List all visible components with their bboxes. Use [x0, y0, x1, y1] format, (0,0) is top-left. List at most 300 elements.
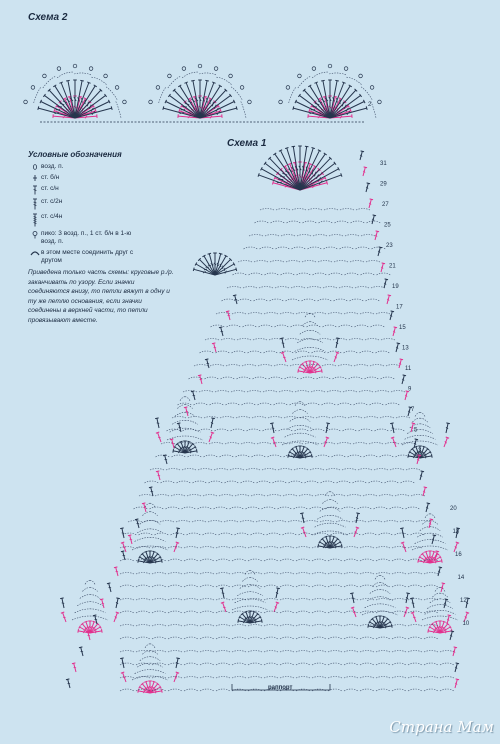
chain-loop — [194, 365, 208, 367]
chain-loop — [365, 377, 379, 379]
picot-symbol — [168, 74, 172, 78]
chain-loop — [150, 670, 165, 674]
chain-loop — [329, 73, 346, 75]
chain-loop — [349, 339, 363, 341]
chain-loop — [235, 533, 249, 535]
chain-loop — [215, 391, 229, 393]
chain-loop — [359, 429, 373, 431]
row-number-label: 21 — [389, 263, 396, 270]
chain-loop — [361, 273, 375, 275]
chain-row — [120, 547, 422, 549]
chain-loop — [232, 677, 246, 679]
chain-loop — [280, 651, 294, 653]
chain-loop — [265, 273, 279, 275]
chain-loop — [251, 533, 265, 535]
chain-loop — [232, 663, 246, 665]
stitch-symbol — [376, 247, 382, 257]
chain-loop — [344, 559, 358, 561]
chain-loop — [377, 273, 391, 275]
chain-loop — [344, 677, 358, 679]
chain-row — [200, 351, 390, 353]
chain-loop — [380, 417, 394, 419]
chain-loop — [287, 425, 300, 429]
chain-loop — [289, 443, 303, 445]
chain-loop — [185, 436, 203, 440]
chain-loop — [392, 663, 406, 665]
chain-loop — [408, 663, 422, 665]
chain-loop — [132, 546, 150, 550]
chain-loop — [168, 689, 182, 691]
chain-loop — [238, 261, 252, 263]
chain-loop — [34, 87, 41, 103]
chain-loop — [198, 507, 212, 509]
chain-loop — [152, 637, 166, 639]
chain-loop — [177, 481, 191, 483]
pineapple-fan — [298, 361, 322, 375]
chain-loop — [350, 261, 364, 263]
stitch-symbol — [352, 527, 359, 538]
chain-loop — [268, 455, 282, 457]
chain-loop — [310, 507, 324, 509]
chain-loop — [312, 625, 326, 627]
picot-symbol — [43, 74, 47, 78]
chain-loop — [424, 585, 438, 587]
chain-loop — [244, 247, 258, 249]
chain-loop — [322, 403, 336, 405]
chain-loop — [360, 625, 374, 627]
chain-loop — [313, 235, 327, 237]
row-number-label: 25 — [384, 222, 391, 229]
chain-loop — [116, 102, 121, 118]
chain-loop — [360, 637, 374, 639]
chain-loop — [264, 599, 278, 601]
chain-loop — [175, 412, 185, 416]
chain-loop — [376, 559, 390, 561]
chain-loop — [192, 521, 206, 523]
chain-loop — [257, 481, 271, 483]
chain-row — [120, 677, 454, 679]
chain-loop — [267, 533, 281, 535]
chain-loop — [344, 313, 358, 315]
chain-loop — [274, 403, 288, 405]
chain-loop — [200, 599, 214, 601]
chain-loop — [329, 273, 343, 275]
chain-loop — [274, 365, 288, 367]
pineapple-motif — [280, 313, 340, 375]
chain-loop — [152, 663, 166, 665]
chain-loop — [72, 616, 90, 620]
chain-loop — [90, 616, 108, 620]
chain-loop — [420, 412, 425, 416]
chain-loop — [282, 441, 300, 445]
chain-loop — [354, 403, 368, 405]
chain-loop — [302, 322, 310, 326]
chain-loop — [375, 429, 389, 431]
stitch-symbol — [442, 599, 448, 609]
stitch-symbol — [394, 343, 400, 353]
chain-loop — [210, 403, 224, 405]
chain-loop — [296, 313, 310, 315]
chain-loop — [200, 625, 214, 627]
chain-loop — [440, 610, 455, 614]
chain-loop — [344, 689, 358, 691]
chain-loop — [203, 533, 217, 535]
chain-loop — [120, 677, 134, 679]
chain-row — [120, 651, 454, 653]
stitch-symbol — [100, 599, 106, 609]
stitch-symbol — [198, 375, 204, 385]
chain-loop — [168, 611, 182, 613]
stitch-symbol — [156, 471, 162, 481]
chain-loop — [310, 330, 320, 334]
chain-loop — [408, 611, 422, 613]
chain-loop — [210, 365, 224, 367]
chain-loop — [328, 625, 342, 627]
chain-loop — [91, 77, 106, 85]
stitch-symbol — [220, 588, 226, 599]
chain-loop — [170, 428, 185, 432]
chain-loop — [286, 299, 300, 301]
rapport-label: раппорт — [268, 685, 293, 691]
picot-symbol — [240, 86, 244, 90]
chain-loop — [361, 235, 375, 237]
chain-loop — [152, 625, 166, 627]
chain-loop — [237, 592, 250, 596]
picot-symbol — [123, 100, 127, 104]
chain-loop — [247, 429, 261, 431]
chain-loop — [296, 651, 310, 653]
chain-loop — [299, 495, 313, 497]
chain-loop — [316, 455, 330, 457]
chain-loop — [176, 521, 190, 523]
chain-loop — [296, 559, 310, 561]
chain-loop — [365, 604, 380, 608]
chain-loop — [156, 455, 170, 457]
chain-loop — [57, 72, 73, 78]
chain-loop — [172, 417, 186, 419]
chain-loop — [226, 365, 240, 367]
chain-loop — [432, 593, 440, 597]
chain-loop — [200, 547, 214, 549]
chain-loop — [120, 547, 134, 549]
stitch-symbol — [177, 423, 183, 433]
chain-loop — [248, 313, 262, 315]
pineapple-fan — [288, 446, 312, 460]
chain-loop — [226, 403, 240, 405]
chain-loop — [424, 651, 438, 653]
chain-row — [156, 455, 410, 457]
chain-loop — [264, 559, 278, 561]
pineapple-fan — [318, 536, 342, 550]
chain-loop — [303, 221, 317, 223]
chain-loop — [420, 441, 438, 445]
stitch-symbol — [270, 423, 276, 434]
chain-loop — [440, 689, 454, 691]
chain-loop — [184, 637, 198, 639]
chain-loop — [308, 247, 322, 249]
chain-loop — [296, 599, 310, 601]
chain-loop — [255, 221, 269, 223]
stitch-symbol — [332, 352, 339, 363]
chain-row — [150, 469, 420, 471]
chain-loop — [363, 533, 377, 535]
chain-loop — [216, 77, 231, 85]
chain-loop — [248, 351, 262, 353]
chain-loop — [315, 495, 329, 497]
chain-loop — [381, 377, 395, 379]
chain-loop — [430, 533, 443, 537]
pineapple-motif — [410, 587, 470, 634]
chain-loop — [221, 339, 235, 341]
row-number-label: 18 — [452, 529, 460, 535]
chain-loop — [230, 507, 244, 509]
chain-loop — [344, 611, 358, 613]
chain-loop — [430, 514, 435, 518]
chain-row — [183, 391, 405, 393]
chain-loop — [408, 573, 422, 575]
chain-loop — [337, 481, 351, 483]
chain-row — [172, 417, 410, 419]
chain-loop — [205, 377, 219, 379]
chain-loop — [269, 377, 283, 379]
scheme2-scallop — [24, 64, 127, 120]
chain-loop — [194, 403, 208, 405]
chain-loop — [264, 611, 278, 613]
picot-symbol — [104, 74, 108, 78]
chain-loop — [248, 559, 262, 561]
chain-loop — [353, 481, 367, 483]
chain-loop — [296, 573, 310, 575]
chain-loop — [250, 599, 265, 603]
chain-loop — [319, 221, 333, 223]
chain-loop — [425, 514, 430, 518]
chain-loop — [360, 313, 374, 315]
stitch-symbol — [385, 295, 391, 305]
chain-loop — [408, 585, 422, 587]
chain-loop — [241, 481, 255, 483]
row-number-label: 5 — [414, 427, 418, 434]
chain-loop — [412, 546, 430, 550]
chain-loop — [379, 495, 393, 497]
row-number-label: 16 — [455, 552, 462, 558]
chain-loop — [422, 616, 440, 620]
chain-loop — [365, 339, 379, 341]
chain-loop — [184, 547, 198, 549]
chain-loop — [172, 455, 186, 457]
picot-symbol — [279, 100, 283, 104]
stitch-symbol — [354, 513, 360, 524]
stitch-symbol — [128, 535, 134, 545]
scheme2-title: Схема 2 — [28, 12, 68, 23]
chain-loop — [248, 547, 262, 549]
chain-loop — [346, 77, 361, 85]
chain-loop — [360, 573, 374, 575]
chain-loop — [376, 599, 390, 601]
chain-loop — [353, 443, 367, 445]
pineapple-motif — [350, 575, 410, 629]
chain-loop — [185, 428, 200, 432]
chain-loop — [280, 663, 294, 665]
chain-loop — [343, 391, 357, 393]
chain-loop — [310, 469, 324, 471]
chain-loop — [344, 351, 358, 353]
chain-loop — [171, 495, 185, 497]
chain-loop — [227, 325, 241, 327]
stitch-symbol — [112, 612, 119, 623]
chain-loop — [400, 521, 414, 523]
chain-loop — [312, 313, 326, 315]
picot-symbol — [286, 86, 290, 90]
chain-loop — [137, 529, 150, 533]
chain-loop — [395, 495, 409, 497]
chain-row — [189, 377, 395, 379]
stitch-symbol — [281, 352, 288, 363]
chain-loop — [128, 521, 142, 523]
chain-loop — [150, 503, 155, 507]
stitch-symbol — [358, 151, 364, 161]
row-number-label: 2 — [368, 102, 372, 108]
chain-loop — [250, 585, 260, 589]
chain-loop — [363, 495, 377, 497]
chain-loop — [200, 637, 214, 639]
legend-item-label: ст. б/н — [41, 174, 60, 181]
chain-loop — [198, 469, 212, 471]
chain-loop — [321, 443, 335, 445]
chain-loop — [74, 73, 91, 75]
chain-loop — [236, 417, 250, 419]
chain-loop — [344, 547, 358, 549]
chain-loop — [120, 599, 134, 601]
chain-loop — [331, 495, 345, 497]
chain-loop — [216, 547, 230, 549]
chain-loop — [289, 481, 303, 483]
chain-loop — [283, 533, 297, 535]
chain-loop — [292, 209, 306, 211]
chain-loop — [370, 365, 384, 367]
chain-loop — [242, 365, 256, 367]
chain-loop — [275, 325, 289, 327]
chain-loop — [317, 515, 330, 519]
chain-loop — [408, 559, 422, 561]
chain-loop — [199, 429, 213, 431]
chain-loop — [272, 521, 286, 523]
chain-loop — [354, 365, 368, 367]
chain-loop — [337, 443, 351, 445]
chain-loop — [376, 677, 390, 679]
chain-loop — [264, 625, 278, 627]
chain-loop — [329, 235, 343, 237]
chain-loop — [392, 573, 406, 575]
chain-loop — [166, 469, 180, 471]
chain-loop — [248, 663, 262, 665]
chain-loop — [262, 507, 276, 509]
chain-loop — [328, 585, 342, 587]
chain-loop — [376, 651, 390, 653]
stitch-symbol — [219, 327, 225, 337]
chain-loop — [253, 377, 267, 379]
chain-loop — [292, 247, 306, 249]
stitch-symbol — [391, 437, 398, 448]
chain-loop — [220, 455, 234, 457]
chain-loop — [264, 651, 278, 653]
chain-loop — [307, 287, 321, 289]
scheme2-scallop — [279, 64, 382, 120]
chain-loop — [328, 313, 342, 315]
chain-loop — [248, 625, 262, 627]
chain-loop — [317, 377, 331, 379]
chain-loop — [219, 495, 233, 497]
legend-item-label: пико: 3 возд. п., 1 ст. б/н в 1-ю возд. п. — [41, 230, 132, 245]
chain-loop — [408, 677, 422, 679]
chain-loop — [145, 481, 159, 483]
chain-loop — [340, 247, 354, 249]
chain-loop — [408, 651, 422, 653]
chain-loop — [168, 599, 182, 601]
stitch-symbol — [397, 359, 403, 369]
chain-loop — [300, 410, 308, 414]
chain-loop — [371, 325, 385, 327]
chain-loop — [215, 429, 229, 431]
chain-loop — [273, 481, 287, 483]
chain-loop — [320, 507, 330, 511]
chain-row — [233, 273, 391, 275]
chain-loop — [216, 651, 230, 653]
stitch-symbol — [402, 607, 409, 618]
chain-loop — [260, 247, 274, 249]
chain-loop — [145, 503, 150, 507]
picot-symbol — [89, 67, 93, 71]
legend-item-label: в этом месте соединить друг с другом — [41, 249, 134, 264]
chain-loop — [312, 637, 326, 639]
chain-loop — [168, 663, 182, 665]
chain-loop — [338, 365, 352, 367]
chain-loop — [392, 559, 406, 561]
chain-loop — [287, 221, 301, 223]
row-number-label: 13 — [402, 345, 409, 352]
chain-row — [227, 287, 385, 289]
chain-loop — [417, 533, 430, 537]
chain-loop — [75, 609, 90, 613]
chain-loop — [232, 599, 246, 601]
chain-loop — [216, 611, 230, 613]
chain-loop — [280, 585, 294, 587]
chain-loop — [184, 599, 198, 601]
chain-loop — [342, 469, 356, 471]
chain-loop — [405, 435, 420, 439]
stitch-symbol — [191, 391, 197, 401]
chain-loop — [184, 663, 198, 665]
chain-loop — [360, 559, 374, 561]
chain-loop — [306, 403, 320, 405]
chain-loop — [318, 261, 332, 263]
stitch-symbol — [448, 631, 454, 641]
chain-loop — [252, 417, 266, 419]
row-number-label: 31 — [380, 161, 387, 167]
row-number-label: 19 — [392, 284, 399, 290]
stitch-symbol — [424, 503, 430, 513]
chain-loop — [280, 625, 294, 627]
chain-row — [120, 611, 438, 613]
chain-loop — [152, 611, 166, 613]
chain-loop — [182, 469, 196, 471]
chain-row — [260, 209, 370, 211]
chain-loop — [327, 391, 341, 393]
chain-loop — [184, 677, 198, 679]
stitch-symbol — [142, 503, 148, 513]
chain-loop — [263, 429, 277, 431]
chain-loop — [185, 420, 198, 424]
pineapple-motif — [60, 580, 120, 634]
